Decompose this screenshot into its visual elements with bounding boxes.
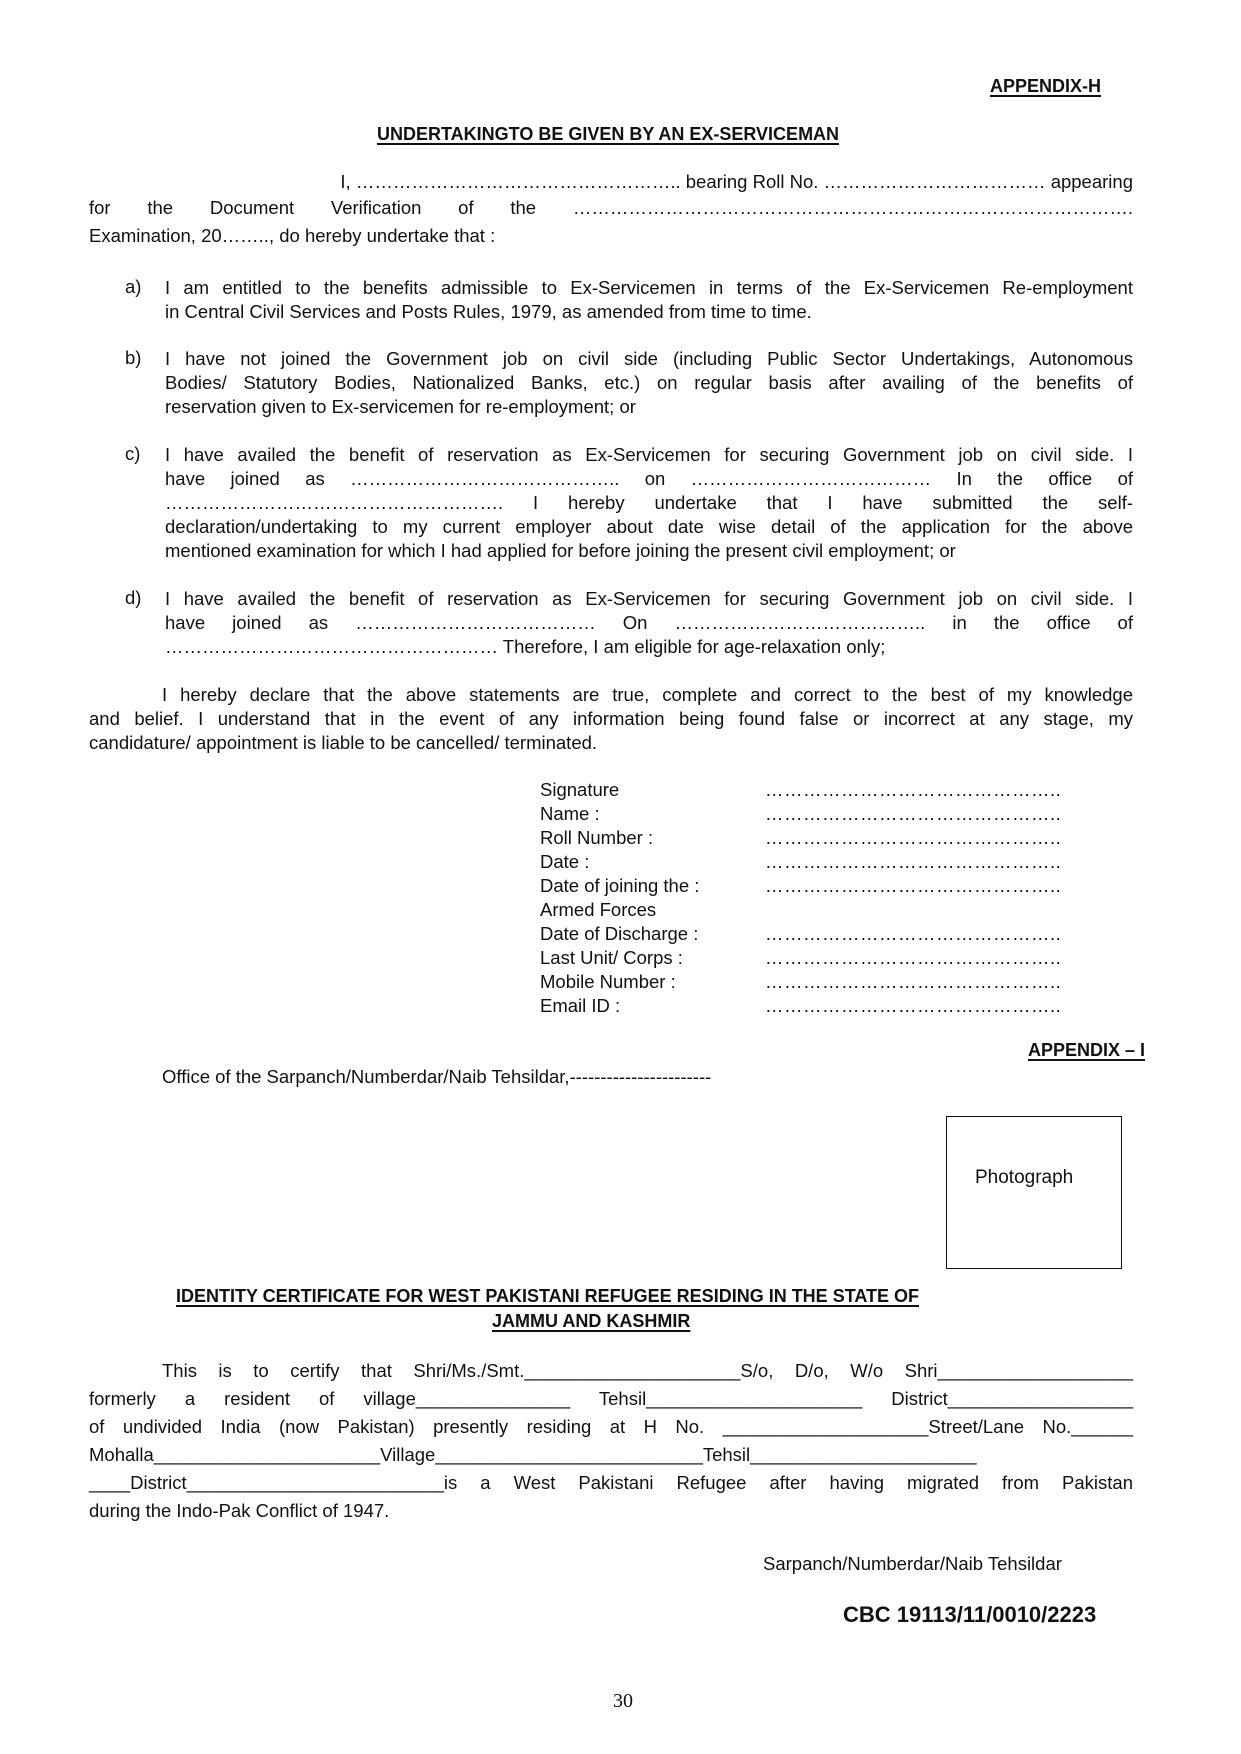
field-value: ……………………………………….. bbox=[765, 971, 1062, 992]
field-label: Date : bbox=[540, 851, 590, 872]
item-line: I have availed the benefit of reservation as Ex-Servicemen for securing Government job on civil side. I bbox=[165, 588, 1133, 609]
field-label: Roll Number : bbox=[540, 827, 654, 848]
item-label: b) bbox=[125, 347, 142, 368]
office-line: Office of the Sarpanch/Numberdar/Naib Tehsildar,----------------------- bbox=[162, 1066, 712, 1087]
armed-forces-label-row bbox=[540, 898, 1080, 922]
field-label: Mobile Number : bbox=[540, 971, 676, 992]
field-value: ……………………………………….. bbox=[765, 947, 1062, 968]
name-field[interactable] bbox=[540, 802, 1080, 826]
item-line: Bodies/ Statutory Bodies, Nationalized Banks, etc.) on regular basis after availing of the benefits of bbox=[165, 372, 1133, 393]
field-label: Email ID : bbox=[540, 995, 621, 1016]
appendix-i-label: APPENDIX – I bbox=[1028, 1040, 1146, 1060]
page-number: 30 bbox=[613, 1690, 633, 1712]
date-field[interactable] bbox=[540, 850, 1080, 874]
photograph-box[interactable] bbox=[946, 1116, 1122, 1269]
field-label: Date of Discharge : bbox=[540, 923, 699, 944]
field-label: Date of joining the : bbox=[540, 875, 700, 896]
item-line: have joined as …………………………………….. on ………………………………… In the office of bbox=[165, 468, 1133, 489]
signatory-label: Sarpanch/Numberdar/Naib Tehsildar bbox=[763, 1553, 1062, 1574]
field-label: Last Unit/ Corps : bbox=[540, 947, 683, 968]
item-line: I have availed the benefit of reservation as Ex-Servicemen for securing Government job on civil side. I bbox=[165, 444, 1133, 465]
field-label: Name : bbox=[540, 803, 600, 824]
date-of-joining-field[interactable] bbox=[540, 874, 1080, 898]
field-label: Signature bbox=[540, 779, 620, 800]
certificate-line: during the Indo-Pak Conflict of 1947. bbox=[89, 1500, 390, 1521]
item-label: d) bbox=[125, 587, 142, 608]
item-line: reservation given to Ex-servicemen for re-employment; or bbox=[165, 396, 636, 417]
last-unit-corps-field[interactable] bbox=[540, 946, 1080, 970]
field-value: ……………………………………….. bbox=[765, 875, 1062, 896]
item-line: ………………………………………………. I hereby undertake that I have submitted the self- bbox=[165, 492, 1133, 513]
intro-line: for the Document Verification of the ………………………………………………………………………………. bbox=[89, 197, 1133, 218]
certificate-line: This is to certify that Shri/Ms./Smt._____________________S/o, D/o, W/o Shri___________________ bbox=[162, 1360, 1133, 1381]
certificate-title-line-2: JAMMU AND KASHMIR bbox=[492, 1311, 691, 1331]
field-value: ……………………………………….. bbox=[765, 851, 1062, 872]
certificate-line: Mohalla______________________Village__________________________Tehsil______________________ bbox=[89, 1444, 977, 1465]
roll-number-field[interactable] bbox=[540, 826, 1080, 850]
mobile-number-field[interactable] bbox=[540, 970, 1080, 994]
date-of-discharge-field[interactable] bbox=[540, 922, 1080, 946]
certificate-line: of undivided India (now Pakistan) presently residing at H No. ____________________Street/Lane No.______ bbox=[89, 1416, 1133, 1437]
field-value: ……………………………………….. bbox=[765, 779, 1062, 800]
undertaking-title: UNDERTAKINGTO BE GIVEN BY AN EX-SERVICEMAN bbox=[377, 124, 840, 144]
certificate-line: ____District_________________________is a West Pakistani Refugee after having migrated from Pakistan bbox=[89, 1472, 1133, 1493]
declaration-line: I hereby declare that the above statements are true, complete and correct to the best of my knowledge bbox=[162, 684, 1133, 705]
item-line: ……………………………………………… Therefore, I am eligible for age-relaxation only; bbox=[165, 636, 886, 657]
item-label: a) bbox=[125, 276, 142, 297]
declaration-line: candidature/ appointment is liable to be cancelled/ terminated. bbox=[89, 732, 598, 753]
declaration-line: and belief. I understand that in the event of any information being found false or incorrect at any stage, my bbox=[89, 708, 1133, 729]
reference-code: CBC 19113/11/0010/2223 bbox=[843, 1602, 1097, 1627]
certificate-line: formerly a resident of village_______________ Tehsil_____________________ District__________________ bbox=[89, 1388, 1133, 1409]
item-line: I have not joined the Government job on civil side (including Public Sector Undertakings, Autonomous bbox=[165, 348, 1133, 369]
certificate-title-line-1: IDENTITY CERTIFICATE FOR WEST PAKISTANI REFUGEE RESIDING IN THE STATE OF bbox=[176, 1286, 920, 1306]
appendix-h-label: APPENDIX-H bbox=[990, 76, 1102, 96]
intro-line: I, …………………………………………….. bearing Roll No. ……………………………… appearing bbox=[340, 171, 1133, 192]
item-line: declaration/undertaking to my current employer about date wise detail of the application for the above bbox=[165, 516, 1133, 537]
photograph-label: Photograph bbox=[975, 1167, 1074, 1188]
field-value: ……………………………………….. bbox=[765, 803, 1062, 824]
field-label: Armed Forces bbox=[540, 899, 657, 920]
email-id-field[interactable] bbox=[540, 994, 1080, 1018]
item-line: in Central Civil Services and Posts Rules, 1979, as amended from time to time. bbox=[165, 301, 812, 322]
field-value: ……………………………………….. bbox=[765, 995, 1062, 1016]
field-value: ……………………………………….. bbox=[765, 923, 1062, 944]
signature-field[interactable] bbox=[540, 778, 1080, 802]
field-value: ……………………………………….. bbox=[765, 827, 1062, 848]
item-label: c) bbox=[125, 443, 141, 464]
item-line: mentioned examination for which I had applied for before joining the present civil employment; or bbox=[165, 540, 956, 561]
item-line: have joined as ………………………………… On ………………………………….. in the office of bbox=[165, 612, 1133, 633]
intro-line: Examination, 20…….., do hereby undertake that : bbox=[89, 225, 496, 246]
item-line: I am entitled to the benefits admissible to Ex-Servicemen in terms of the Ex-Servicemen Re-employment bbox=[165, 277, 1133, 298]
